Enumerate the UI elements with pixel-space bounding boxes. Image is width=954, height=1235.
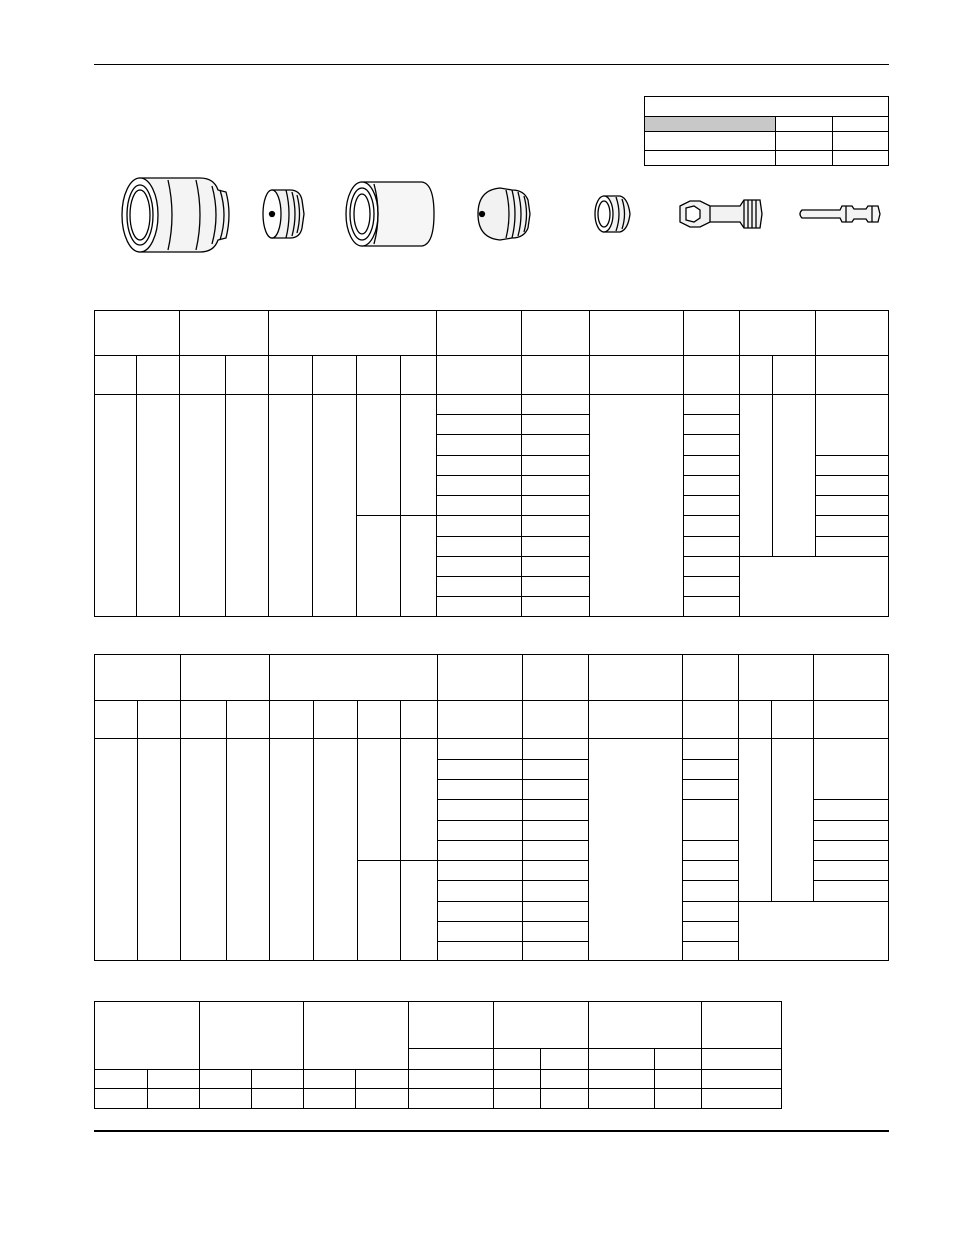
footer-rule: [94, 1130, 889, 1132]
